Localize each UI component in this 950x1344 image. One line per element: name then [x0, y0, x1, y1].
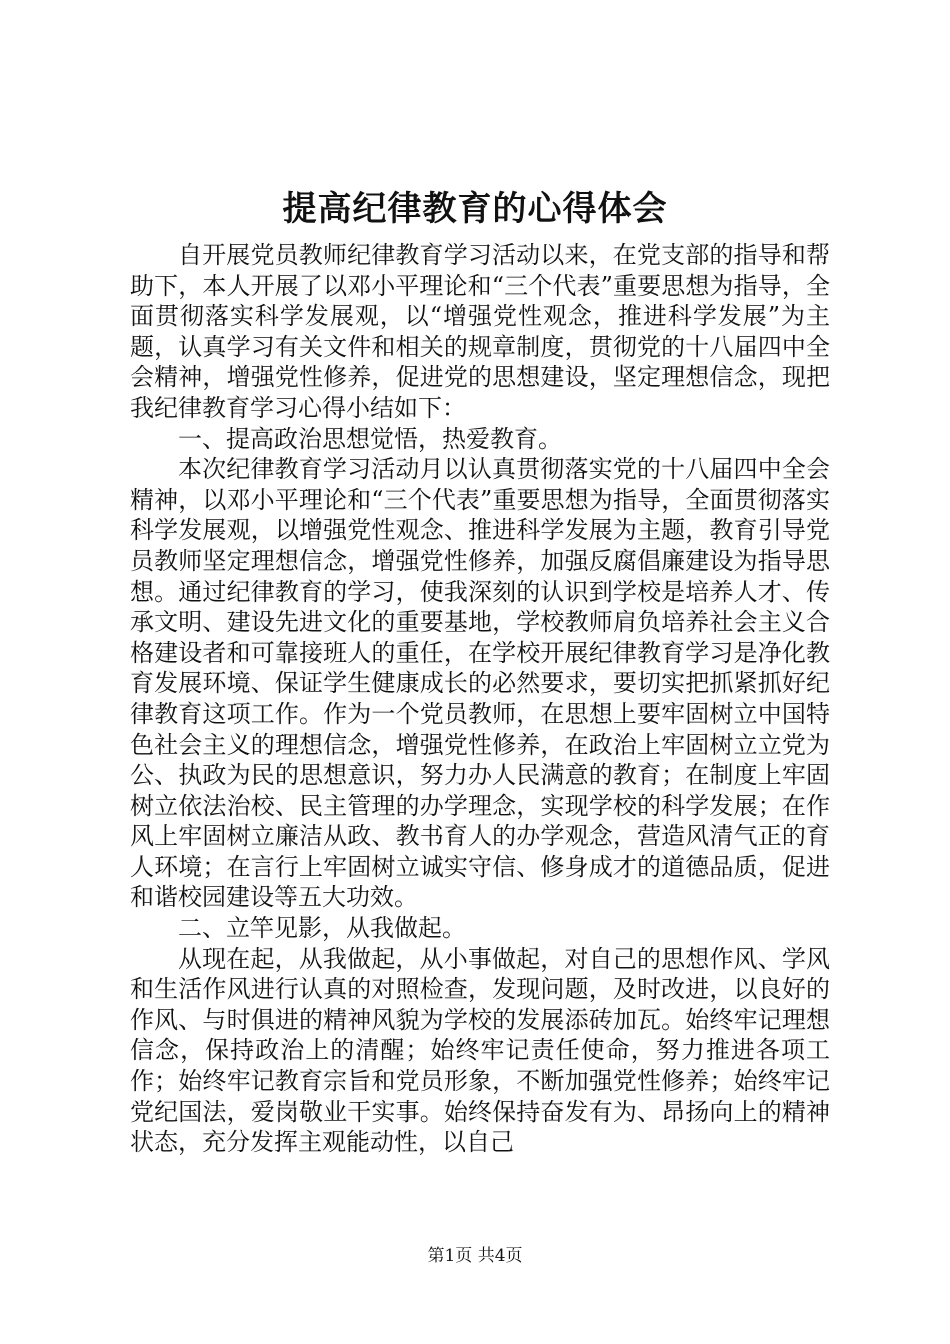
section-heading-2: 二、立竿见影，从我做起。 [178, 914, 466, 943]
document-title: 提高纪律教育的心得体会 [282, 189, 668, 229]
paragraph-section-2: 从现在起，从我做起，从小事做起，对自己的思想作风、学风和生活作风进行认真的对照检查，发现问题，及时改进，以良好的作风、与时俱进的精神风貌为学校的发展添砖加瓦。始终牢记理想信念，保持政治上的清醒；始终牢记责任使命，努力推进各项工作；始终牢记教育宗旨和党员形象，不断加强党性修养；始终牢记党纪国法，爱岗敬业干实事。始终保持奋发有为、昂扬向上的精神状态，充分发挥主观能动性，以自己 [130, 944, 830, 1157]
document-body [130, 240, 830, 1158]
section-heading-1: 一、提高政治思想觉悟，热爱教育。 [178, 424, 562, 453]
paragraph-section-1: 本次纪律教育学习活动月以认真贯彻落实党的十八届四中全会精神，以邓小平理论和“三个代表”重要思想为指导，全面贯彻落实科学发展观，以增强党性观念、推进科学发展为主题，教育引导党员教师坚定理想信念，增强党性修养，加强反腐倡廉建设为指导思想。通过纪律教育的学习，使我深刻的认识到学校是培养人才、传承文明、建设先进文化的重要基地，学校教师肩负培养社会主义合格建设者和可靠接班人的重任，在学校开展纪律教育学习是净化教育发展环境、保证学生健康成长的必然要求，要切实把抓紧抓好纪律教育这项工作。作为一个党员教师，在思想上要牢固树立中国特色社会主义的理想信念，增强党性修养，在政治上牢固树立立党为公、执政为民的思想意识，努力办人民满意的教育；在制度上牢固树立依法治校、民主管理的办学理念，实现学校的科学发展；在作风上牢固树立廉洁从政、教书育人的办学观念，营造风清气正的育人环境；在言行上牢固树立诚实守信、修身成才的道德品质，促进和谐校园建设等五大功效。 [130, 455, 830, 912]
paragraph-intro: 自开展党员教师纪律教育学习活动以来，在党支部的指导和帮助下，本人开展了以邓小平理论和“三个代表”重要思想为指导，全面贯彻落实科学发展观，以“增强党性观念，推进科学发展”为主题，认真学习有关文件和相关的规章制度，贯彻党的十八届四中全会精神，增强党性修养，促进党的思想建设，坚定理想信念，现把我纪律教育学习心得小结如下： [130, 241, 830, 422]
page-footer: 第1页 共4页 [427, 1246, 523, 1266]
